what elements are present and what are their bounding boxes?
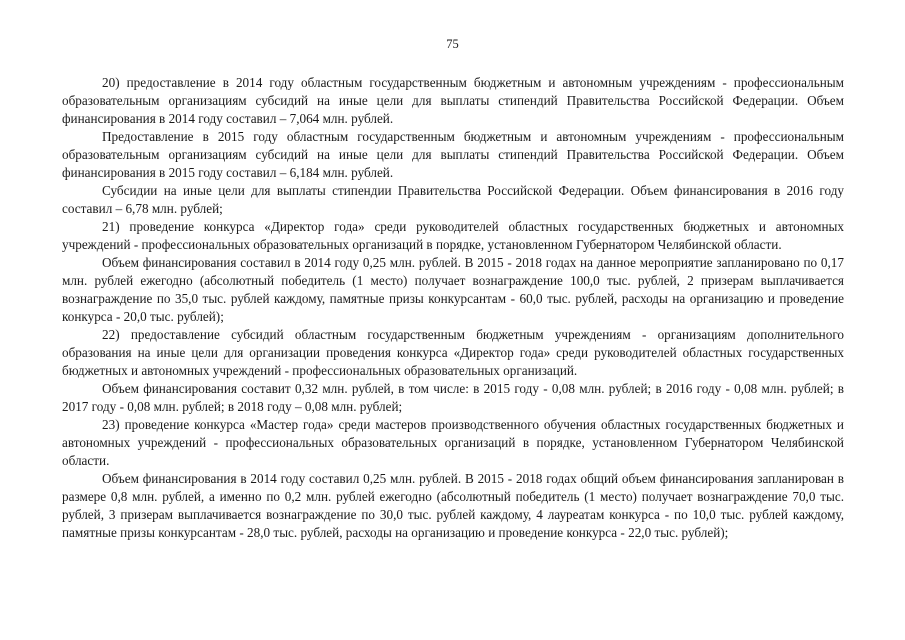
paragraph-item-23-funding: Объем финансирования в 2014 году составил 0,25 млн. рублей. В 2015 - 2018 годах общий объем финансирования запланирован в размере 0,8 млн. рублей, а именно по 0,2 млн. рублей ежегодно (абсолютный победитель (1 место) получает вознаграждение 70,0 тыс. рублей, 3 призерам выплачивается вознаграждение по 30,0 тыс. рублей каждому, 4 лауреатам конкурса - по 10,0 тыс. рублей каждому, памятные призы конкурсантам - 28,0 тыс. рублей, расходы на организацию и проведение конкурса - 22,0 тыс. рублей); [62, 471, 844, 540]
paragraph-item-22: 22) предоставление субсидий областным государственным бюджетным учреждениям - организациям дополнительного образования на иные цели для организации проведения конкурса «Директор года» среди руководителей областных государственных бюджетных и автономных учреждений - профессиональных образовательных организаций. [62, 327, 844, 378]
paragraph-item-23: 23) проведение конкурса «Мастер года» среди мастеров производственного обучения областных государственных бюджетных и автономных учреждений - профессиональных образовательных организаций в порядке, установленном Губернатором Челябинской области. [62, 417, 844, 468]
paragraph-item-22-funding: Объем финансирования составит 0,32 млн. рублей, в том числе: в 2015 году - 0,08 млн. рублей; в 2016 году - 0,08 млн. рублей; в 2017 году - 0,08 млн. рублей; в 2018 году – 0,08 млн. рублей; [62, 381, 844, 414]
paragraph-2016-subsidies: Субсидии на иные цели для выплаты стипендии Правительства Российской Федерации. Объем финансирования в 2016 году составил – 6,78 млн. рублей; [62, 183, 844, 216]
body-text [62, 74, 844, 542]
paragraph-2015-subsidies: Предоставление в 2015 году областным государственным бюджетным и автономным учреждениям - профессиональным образовательным организациям субсидий на иные цели для выплаты стипендий Правительства Российской Федерации. Объем финансирования в 2015 году составил – 6,184 млн. рублей. [62, 129, 844, 180]
page-number: 75 [446, 37, 459, 51]
paragraph-item-21-funding: Объем финансирования составил в 2014 году 0,25 млн. рублей. В 2015 - 2018 годах на данное мероприятие запланировано по 0,17 млн. рублей ежегодно (абсолютный победитель (1 место) получает вознаграждение 100,0 тыс. рублей, 2 призерам выплачивается вознаграждение по 35,0 тыс. рублей каждому, памятные призы конкурсантам - 60,0 тыс. рублей, расходы на организацию и проведение конкурса - 20,0 тыс. рублей); [62, 255, 844, 324]
paragraph-item-21: 21) проведение конкурса «Директор года» среди руководителей областных государственных бюджетных и автономных учреждений - профессиональных образовательных организаций в порядке, установленном Губернатором Челябинской области. [62, 219, 844, 252]
paragraph-item-20: 20) предоставление в 2014 году областным государственным бюджетным и автономным учреждениям - профессиональным образовательным организациям субсидий на иные цели для выплаты стипендий Правительства Российской Федерации. Объем финансирования в 2014 году составил – 7,064 млн. рублей. [62, 75, 844, 126]
